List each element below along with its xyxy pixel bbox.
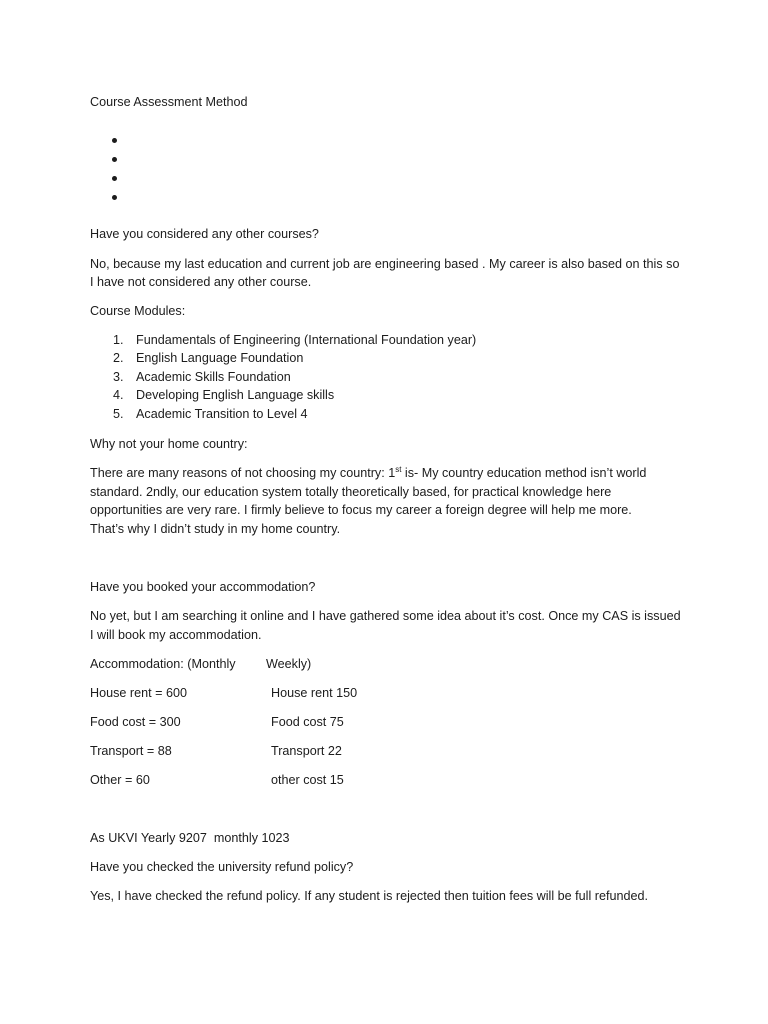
empty-bullet	[112, 157, 117, 162]
answer-other-courses-line: I have not considered any other course.	[90, 275, 312, 289]
answer-accommodation-line: I will book my accommodation.	[90, 628, 262, 642]
cost-weekly: House rent 150	[271, 686, 358, 700]
answer-accommodation-line: No yet, but I am searching it online and I have gathered some idea about it’s cost. Once my CAS is issued	[90, 609, 681, 623]
module-number: 4.	[113, 388, 124, 402]
module-item: Academic Skills Foundation	[136, 370, 291, 384]
modules-heading: Course Modules:	[90, 304, 186, 318]
module-item: English Language Foundation	[136, 351, 304, 365]
question-home-country: Why not your home country:	[90, 437, 248, 451]
question-other-courses: Have you considered any other courses?	[90, 227, 319, 241]
cost-monthly: Transport = 88	[90, 744, 172, 758]
answer-home-country-line: That’s why I didn’t study in my home country.	[90, 522, 341, 536]
module-number: 1.	[113, 333, 124, 347]
module-item: Fundamentals of Engineering (International Foundation year)	[136, 333, 477, 347]
answer-other-courses-line: No, because my last education and current job are engineering based . My career is also based on this so	[90, 257, 680, 271]
costs-heading-weekly: Weekly)	[266, 657, 312, 671]
ukvi-line: As UKVI Yearly 9207 monthly 1023	[90, 831, 290, 845]
answer-home-country-line: opportunities are very rare. I firmly believe to focus my career a foreign degree will help me more.	[90, 503, 632, 517]
cost-weekly: other cost 15	[271, 773, 344, 787]
cost-monthly: Other = 60	[90, 773, 150, 787]
answer-home-country-line: There are many reasons of not choosing my country: 1st is- My country education method isn’t world	[90, 464, 647, 480]
question-refund: Have you checked the university refund policy?	[90, 860, 354, 874]
empty-bullet	[112, 176, 117, 181]
module-item: Academic Transition to Level 4	[136, 407, 308, 421]
empty-bullet	[112, 138, 117, 143]
assessment-heading: Course Assessment Method	[90, 95, 248, 109]
cost-monthly: Food cost = 300	[90, 715, 181, 729]
costs-heading-monthly: Accommodation: (Monthly	[90, 657, 236, 671]
module-number: 5.	[113, 407, 124, 421]
answer-refund: Yes, I have checked the refund policy. If any student is rejected then tuition fees will be full refunded.	[90, 889, 648, 903]
cost-weekly: Food cost 75	[271, 715, 344, 729]
empty-bullet	[112, 195, 117, 200]
cost-monthly: House rent = 600	[90, 686, 187, 700]
cost-weekly: Transport 22	[271, 744, 342, 758]
answer-home-country-line: standard. 2ndly, our education system totally theoretically based, for practical knowledge here	[90, 485, 612, 499]
module-item: Developing English Language skills	[136, 388, 335, 402]
module-number: 2.	[113, 351, 124, 365]
question-accommodation: Have you booked your accommodation?	[90, 580, 316, 594]
module-number: 3.	[113, 370, 124, 384]
